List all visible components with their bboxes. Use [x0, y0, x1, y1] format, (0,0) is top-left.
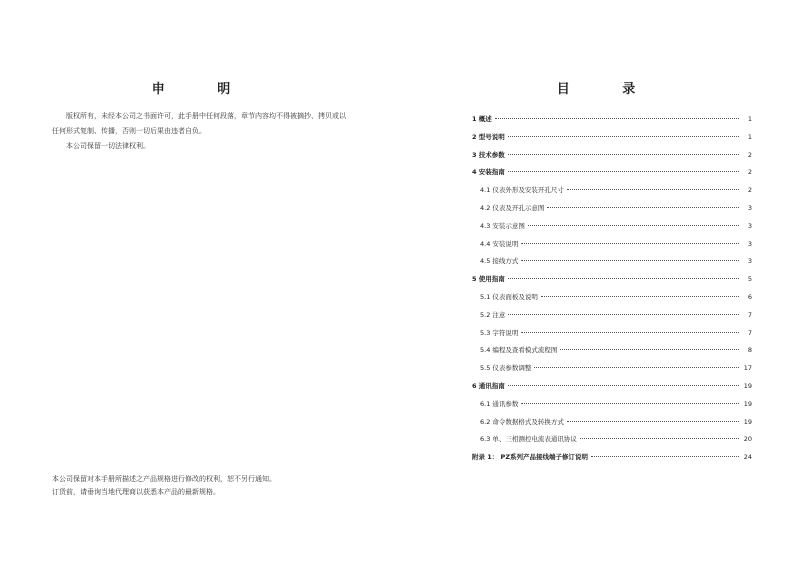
declaration-body [52, 109, 352, 154]
rights-paragraph: 本公司保留一切法律权利。 [66, 142, 150, 150]
copyright-paragraph: 版权所有，未经本公司之书面许可，此手册中任何段落，章节内容均不得被摘抄、拷贝或以任何形式复制、传播，否则一切后果由违者自负。 [52, 112, 346, 135]
toc-entry-page: 2 [747, 168, 752, 177]
toc-entry[interactable] [472, 167, 752, 185]
toc-entry-page: 7 [747, 328, 752, 337]
toc-entry-page: 3 [747, 221, 752, 230]
toc-entry-page: 24 [743, 453, 752, 462]
toc-entry[interactable] [472, 132, 752, 150]
toc-entry-label: 4.5 接线方式 [480, 257, 519, 266]
toc-entry[interactable] [472, 203, 752, 221]
toc-entry-label: 5.1 仪表面板及说明 [480, 292, 538, 301]
toc-entry[interactable] [472, 434, 752, 452]
toc-entry-page: 3 [747, 203, 752, 212]
toc-entry[interactable] [472, 256, 752, 274]
toc-entry-page: 7 [747, 310, 752, 319]
toc-entry-page: 17 [743, 364, 752, 373]
toc-leader-dots [560, 349, 739, 350]
toc-entry[interactable] [472, 274, 752, 292]
toc-entry-label: 1 概述 [472, 115, 492, 123]
toc-entry[interactable] [472, 239, 752, 257]
toc-entry-label: 6.1 通讯参数 [480, 399, 519, 408]
toc-entry[interactable] [472, 363, 752, 381]
toc-leader-dots [508, 136, 739, 137]
toc-entry-label: 5 使用指南 [472, 275, 505, 284]
declaration-page [0, 0, 396, 574]
toc-leader-dots [508, 171, 739, 172]
toc-leader-dots [508, 154, 739, 155]
toc-entry-label: 2 型号说明 [472, 132, 505, 141]
toc-entry-label: 6.3 单、三相测控电流表通讯协议 [480, 435, 577, 444]
toc-entry-page: 2 [747, 150, 752, 159]
toc-entry[interactable] [472, 345, 752, 363]
toc-entry[interactable] [472, 221, 752, 239]
toc-entry-label: 附录 1： PZ系列产品接线端子修订说明 [472, 453, 589, 462]
toc-page [396, 0, 793, 574]
toc-leader-dots [580, 438, 739, 439]
toc-entry-page: 19 [743, 399, 752, 408]
toc-entry-label: 5.5 仪表参数调整 [480, 364, 532, 373]
toc-entry[interactable] [472, 381, 752, 399]
toc-entry[interactable] [472, 452, 752, 470]
toc-leader-dots [495, 118, 739, 119]
toc-leader-dots [547, 207, 739, 208]
toc-entry-page: 19 [743, 417, 752, 426]
declaration-footer [52, 473, 362, 499]
toc-entry-label: 5.2 注意 [480, 310, 506, 319]
toc-entry-page: 3 [747, 239, 752, 248]
toc-entry-page: 3 [747, 257, 752, 266]
toc-entry-page: 1 [747, 132, 752, 141]
toc-entry-label: 4 安装指南 [472, 168, 505, 177]
toc-leader-dots [508, 314, 739, 315]
toc-entry-page: 2 [747, 186, 752, 195]
toc-leader-dots [528, 225, 739, 226]
toc-entry[interactable] [472, 150, 752, 168]
toc-leader-dots [541, 296, 739, 297]
toc-leader-dots [591, 456, 739, 457]
toc-list [472, 114, 752, 470]
toc-entry-page: 1 [747, 115, 752, 123]
toc-entry-page: 19 [743, 381, 752, 390]
toc-entry-page: 20 [743, 435, 752, 444]
toc-leader-dots [567, 189, 739, 190]
toc-leader-dots [567, 421, 739, 422]
toc-entry[interactable] [472, 399, 752, 417]
toc-leader-dots [534, 367, 739, 368]
toc-entry[interactable] [472, 292, 752, 310]
toc-entry[interactable] [472, 310, 752, 328]
toc-leader-dots [521, 260, 739, 261]
toc-leader-dots [508, 278, 739, 279]
toc-entry[interactable] [472, 114, 752, 132]
toc-leader-dots [521, 243, 739, 244]
toc-leader-dots [521, 403, 739, 404]
toc-entry-label: 5.4 编程及查看模式流程图 [480, 346, 558, 355]
toc-entry[interactable] [472, 328, 752, 346]
toc-entry-label: 6.2 命令数据格式及转换方式 [480, 417, 564, 426]
toc-entry-label: 4.2 仪表及开孔示意图 [480, 203, 545, 212]
toc-entry-page: 5 [747, 275, 752, 284]
toc-entry[interactable] [472, 185, 752, 203]
toc-leader-dots [508, 385, 739, 386]
order-notice: 订货前，请垂询当地代理商以获悉本产品的最新规格。 [52, 488, 220, 496]
toc-entry-label: 4.3 安装示意图 [480, 221, 525, 230]
toc-entry-label: 4.4 安装说明 [480, 239, 519, 248]
toc-entry[interactable] [472, 417, 752, 435]
toc-entry-label: 4.1 仪表外形及安装开孔尺寸 [480, 186, 564, 195]
toc-entry-label: 6 通讯指南 [472, 381, 505, 390]
toc-title: 目 录 [556, 82, 660, 97]
toc-entry-label: 5.3 字符说明 [480, 328, 519, 337]
toc-leader-dots [521, 332, 739, 333]
declaration-title: 申 明 [151, 82, 255, 97]
toc-entry-page: 8 [747, 346, 752, 355]
toc-entry-label: 3 技术参数 [472, 150, 505, 159]
toc-entry-page: 6 [747, 292, 752, 301]
spec-change-notice: 本公司保留对本手册所描述之产品规格进行修改的权利，恕不另行通知。 [52, 475, 276, 483]
